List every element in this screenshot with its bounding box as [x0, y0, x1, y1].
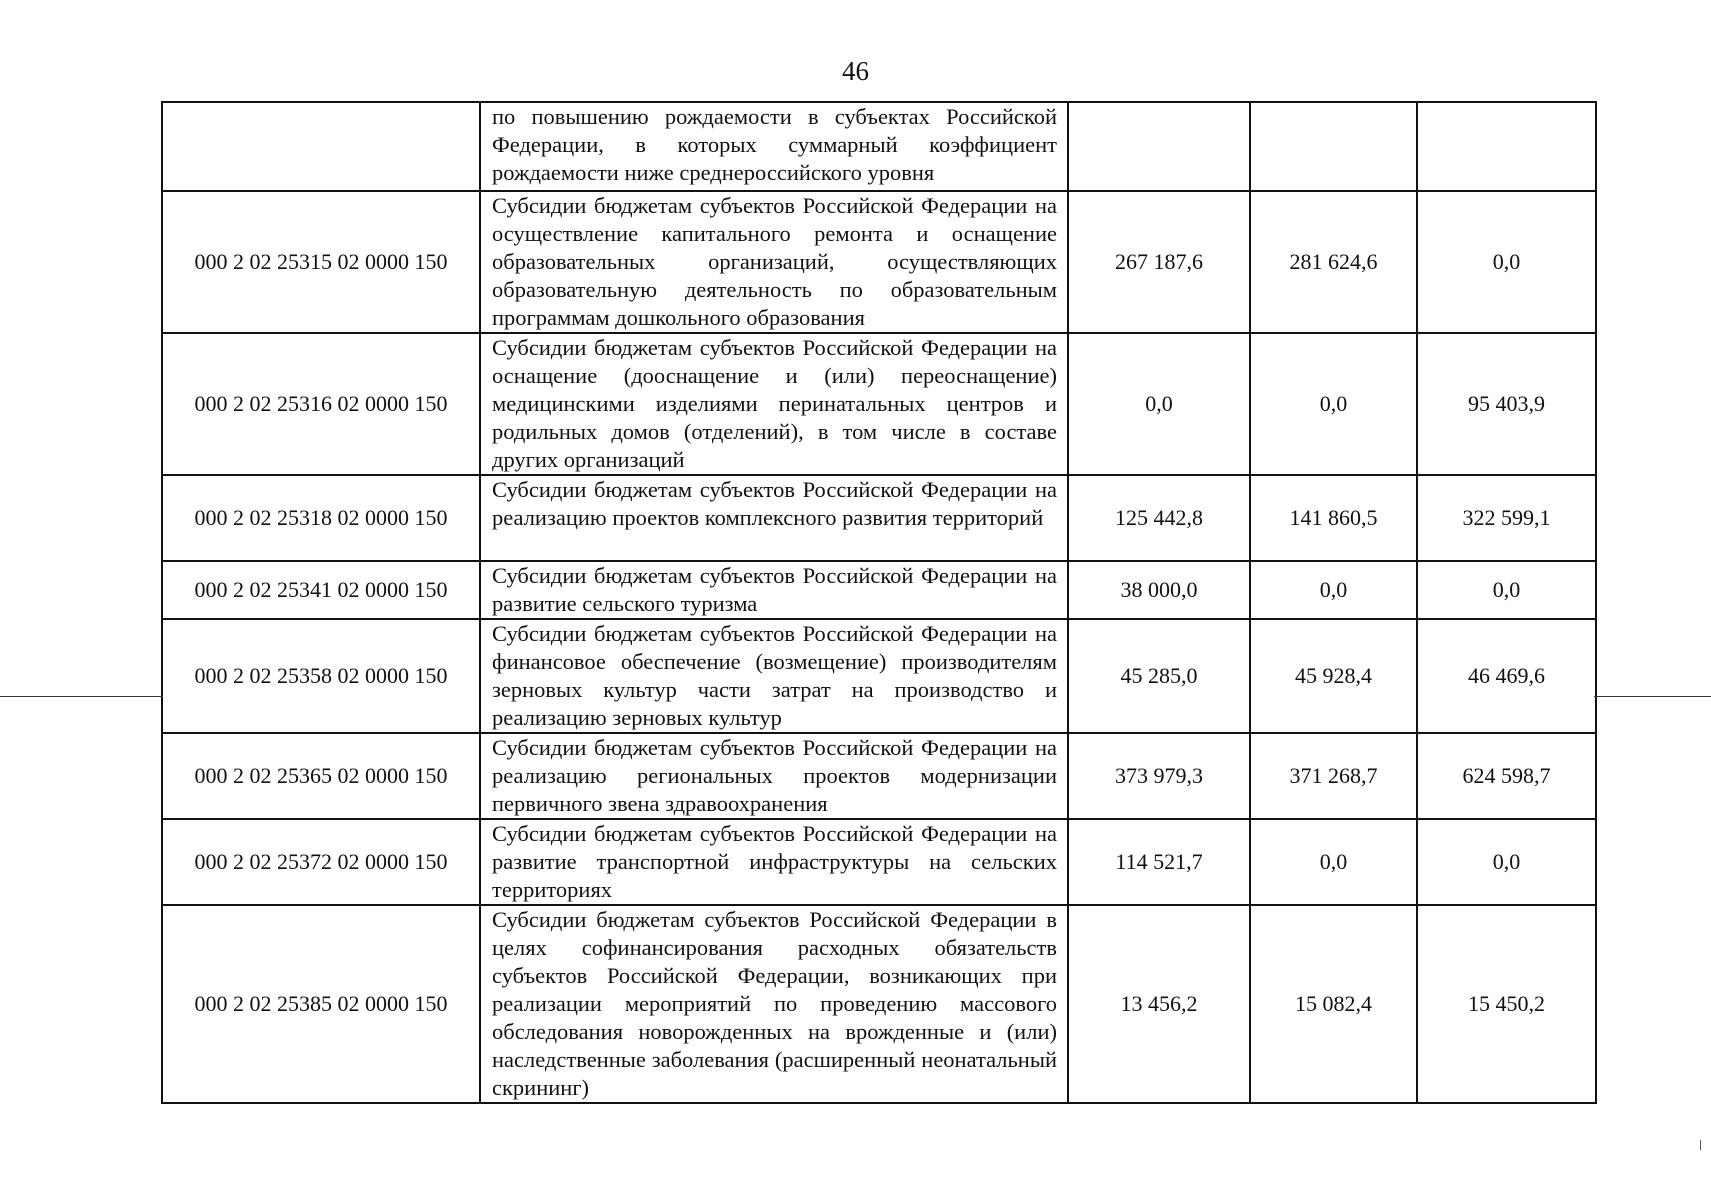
fold-line-left [0, 696, 163, 697]
row-code: 000 2 02 25315 02 0000 150 [162, 191, 480, 333]
row-value-2: 0,0 [1250, 561, 1417, 619]
scan-mark [1700, 1140, 1701, 1150]
row-value-3: 322 599,1 [1417, 475, 1596, 561]
row-value-1: 125 442,8 [1068, 475, 1250, 561]
row-value-3: 95 403,9 [1417, 333, 1596, 475]
row-description: Субсидии бюджетам субъектов Российской Федерации на финансовое обеспечение (возмещение) производителям зерновых культур части затрат на производство и реализацию зерновых культур [480, 619, 1068, 733]
table-row [162, 819, 1596, 905]
row-value-1: 114 521,7 [1068, 819, 1250, 905]
row-code: 000 2 02 25341 02 0000 150 [162, 561, 480, 619]
row-value-2: 371 268,7 [1250, 733, 1417, 819]
row-value-2: 45 928,4 [1250, 619, 1417, 733]
row-description: Субсидии бюджетам субъектов Российской Федерации на развитие транспортной инфраструктуры на сельских территориях [480, 819, 1068, 905]
row-value-1: 267 187,6 [1068, 191, 1250, 333]
row-value-3: 46 469,6 [1417, 619, 1596, 733]
row-code: 000 2 02 25316 02 0000 150 [162, 333, 480, 475]
row-value-2: 141 860,5 [1250, 475, 1417, 561]
row-description: по повышению рождаемости в субъектах Российской Федерации, в которых суммарный коэффициент рождаемости ниже среднероссийского уровня [480, 102, 1068, 191]
fold-line-right [1594, 696, 1711, 697]
row-value-3: 624 598,7 [1417, 733, 1596, 819]
row-value-1: 373 979,3 [1068, 733, 1250, 819]
row-description: Субсидии бюджетам субъектов Российской Федерации в целях софинансирования расходных обязательств субъектов Российской Федерации, возникающих при реализации мероприятий по проведению массового обследования новорожденных на врожденные и (или) наследственные заболевания (расширенный неонатальный скрининг) [480, 905, 1068, 1103]
row-value-2 [1250, 102, 1417, 191]
row-code: 000 2 02 25365 02 0000 150 [162, 733, 480, 819]
row-code: 000 2 02 25385 02 0000 150 [162, 905, 480, 1103]
row-value-1: 38 000,0 [1068, 561, 1250, 619]
table-row [162, 333, 1596, 475]
row-value-3: 0,0 [1417, 191, 1596, 333]
table-row [162, 191, 1596, 333]
row-value-3: 0,0 [1417, 819, 1596, 905]
row-description: Субсидии бюджетам субъектов Российской Федерации на реализацию проектов комплексного развития территорий [480, 475, 1068, 561]
row-value-3 [1417, 102, 1596, 191]
page-number: 46 [842, 56, 869, 86]
row-code [162, 102, 480, 191]
table-row [162, 905, 1596, 1103]
row-code: 000 2 02 25318 02 0000 150 [162, 475, 480, 561]
table-row [162, 561, 1596, 619]
row-value-1: 45 285,0 [1068, 619, 1250, 733]
row-code: 000 2 02 25358 02 0000 150 [162, 619, 480, 733]
table-row [162, 733, 1596, 819]
row-value-1: 0,0 [1068, 333, 1250, 475]
row-code: 000 2 02 25372 02 0000 150 [162, 819, 480, 905]
row-value-2: 281 624,6 [1250, 191, 1417, 333]
row-value-2: 0,0 [1250, 819, 1417, 905]
budget-table [161, 101, 1597, 1104]
row-description: Субсидии бюджетам субъектов Российской Федерации на оснащение (дооснащение и (или) переоснащение) медицинскими изделиями перинатальных центров и родильных домов (отделений), в том числе в составе других организаций [480, 333, 1068, 475]
row-value-3: 15 450,2 [1417, 905, 1596, 1103]
row-description: Субсидии бюджетам субъектов Российской Федерации на развитие сельского туризма [480, 561, 1068, 619]
row-value-1: 13 456,2 [1068, 905, 1250, 1103]
table-row [162, 619, 1596, 733]
row-description: Субсидии бюджетам субъектов Российской Федерации на реализацию региональных проектов модернизации первичного звена здравоохранения [480, 733, 1068, 819]
row-description: Субсидии бюджетам субъектов Российской Федерации на осуществление капитального ремонта и оснащение образовательных организаций, осуществляющих образовательную деятельность по образовательным программам дошкольного образования [480, 191, 1068, 333]
row-value-3: 0,0 [1417, 561, 1596, 619]
row-value-2: 0,0 [1250, 333, 1417, 475]
table-row [162, 102, 1596, 191]
row-value-1 [1068, 102, 1250, 191]
table-row [162, 475, 1596, 561]
row-value-2: 15 082,4 [1250, 905, 1417, 1103]
